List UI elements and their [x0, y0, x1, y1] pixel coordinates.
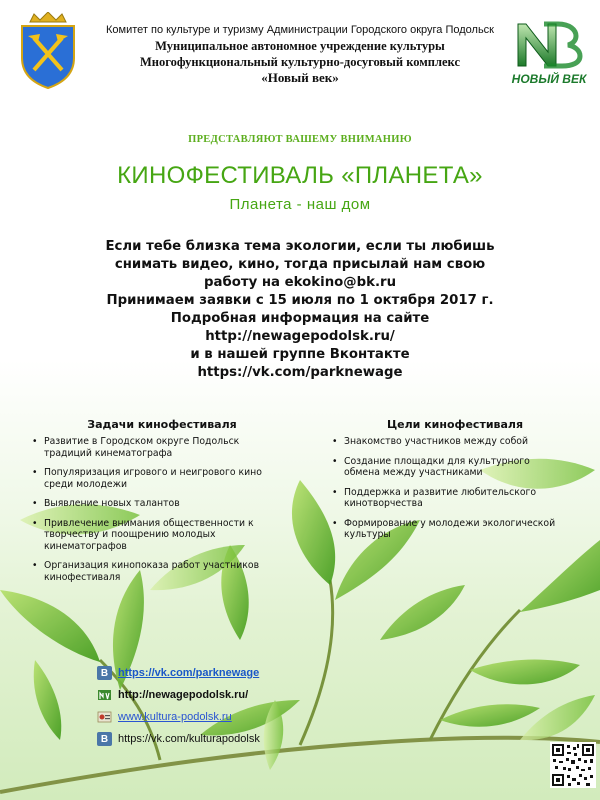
novy-vek-logo-icon	[508, 16, 590, 90]
vk-park-link[interactable]: https://vk.com/parknewage	[118, 667, 260, 679]
contact-links	[97, 662, 357, 750]
qr-code-icon	[550, 742, 596, 788]
festival-title: КИНОФЕСТИВАЛЬ «ПЛАНЕТА»	[117, 162, 483, 189]
invitation-line: снимать видео, кино, тогда присылай нам свою	[114, 257, 486, 272]
invitation-vk-link[interactable]: https://vk.com/parknewage	[197, 365, 403, 380]
site-icon	[97, 688, 112, 702]
goals-list	[330, 436, 558, 549]
link-row-vk-kultura	[97, 728, 357, 750]
tasks-list	[30, 436, 290, 591]
list-item: • Формирование у молодежи экологической культуры	[332, 517, 556, 540]
link-row-kultura	[97, 706, 357, 728]
invitation-site-link[interactable]: http://newagepodolsk.ru/	[205, 329, 395, 344]
list-item: • Популяризация игрового и неигрового кино среди молодежи	[32, 467, 262, 490]
invitation-line-dates: Принимаем заявки с 15 июля по 1 октября 2017 г.	[106, 293, 494, 308]
header-line-institution: Муниципальное автономное учреждение культуры	[155, 39, 445, 53]
vk-icon: B	[97, 732, 112, 746]
list-item: • Создание площадки для культурного обмена между участниками	[332, 455, 530, 478]
invitation-text	[60, 238, 540, 382]
header-line-committee: Комитет по культуре и туризму Администрации Городского округа Подольск	[106, 24, 494, 36]
organization-header	[90, 22, 510, 86]
vk-icon: B	[97, 666, 112, 680]
link-row-site	[97, 684, 357, 706]
header-line-name: «Новый век»	[261, 70, 339, 85]
tasks-heading: Задачи кинофестиваля	[87, 418, 237, 431]
list-item: • Организация кинопоказа работ участников кинофестиваля	[32, 560, 260, 583]
link-row-vk-park	[97, 662, 357, 684]
invitation-line: Подробная информация на сайте	[170, 311, 430, 326]
invitation-line: и в нашей группе Вконтакте	[190, 347, 410, 362]
list-item: • Поддержка и развитие любительского кинотворчества	[332, 486, 537, 509]
kultura-icon	[97, 710, 112, 724]
list-item: • Знакомство участников между собой	[332, 436, 529, 447]
list-item: • Развитие в Городском округе Подольск традиций кинематографа	[32, 436, 240, 459]
goals-heading: Цели кинофестиваля	[386, 418, 524, 431]
presents-caption: ПРЕДСТАВЛЯЮТ ВАШЕМУ ВНИМАНИЮ	[188, 134, 412, 145]
festival-subtitle: Планета - наш дом	[229, 196, 371, 213]
coat-of-arms-icon	[14, 12, 82, 90]
list-item: • Выявление новых талантов	[32, 498, 180, 509]
svg-text:НОВЫЙ ВЕК: НОВЫЙ ВЕК	[511, 72, 587, 86]
site-link[interactable]: http://newagepodolsk.ru/	[118, 689, 249, 701]
kultura-link[interactable]: www.kultura-podolsk.ru	[118, 711, 232, 723]
vk-kultura-link[interactable]: https://vk.com/kulturapodolsk	[118, 733, 260, 745]
header-line-complex: Многофункциональный культурно-досуговый комплекс	[139, 55, 460, 69]
invitation-line: Если тебе близка тема экологии, если ты любишь	[105, 239, 495, 254]
invitation-line-email: работу на ekokino@bk.ru	[203, 275, 397, 290]
list-item: • Привлечение внимания общественности к творчеству и поощрению молодых кинематографов	[32, 517, 254, 552]
